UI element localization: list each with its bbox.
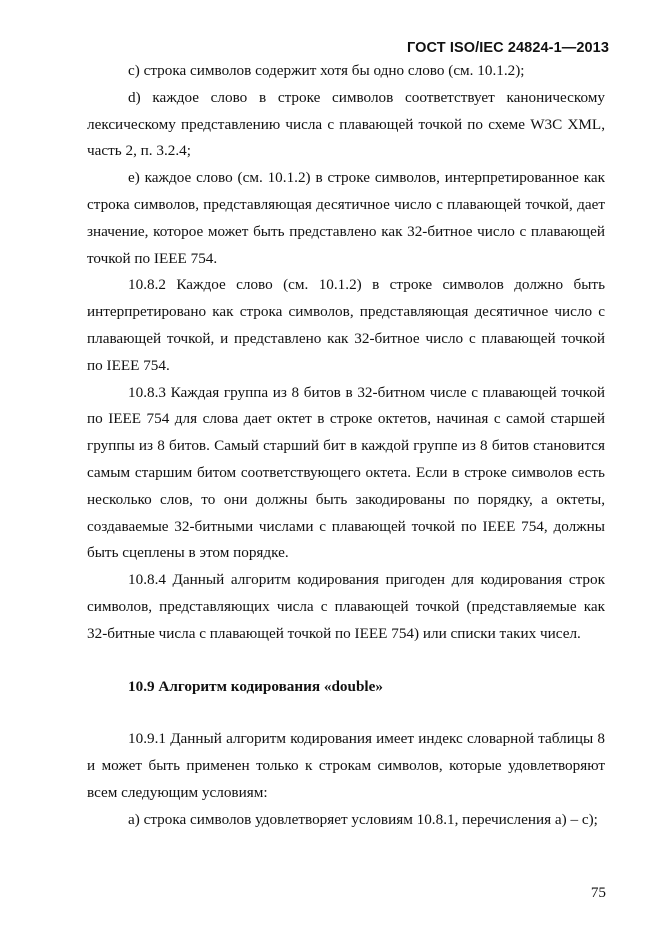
document-body	[87, 58, 605, 834]
paragraph-10-9-1: 10.9.1 Данный алгоритм кодирования имеет индекс словарной таблицы 8 и может быть применен только к строкам символов, которые удовлетворяют всем следующим условиям:	[87, 730, 605, 801]
section-heading-10-9: 10.9 Алгоритм кодирования «double»	[128, 677, 383, 695]
paragraph-10-8-2: 10.8.2 Каждое слово (см. 10.1.2) в строке символов должно быть интерпретировано как строка символов, представляющая десятичное число с плавающей точкой, и представлено как 32-битное число с плавающей точкой по IEEE 754.	[87, 276, 605, 374]
paragraph-list-item-c: с) строка символов содержит хотя бы одно слово (см. 10.1.2);	[128, 62, 525, 79]
paragraph-10-8-4: 10.8.4 Данный алгоритм кодирования пригоден для кодирования строк символов, представляющих числа с плавающей точкой (представляемые как 32-битные числа с плавающей точкой по IEEE 754) или списки таких чисел.	[87, 571, 605, 642]
paragraph-list-item-e: е) каждое слово (см. 10.1.2) в строке символов, интерпретированное как строка символов, представляющая десятичное число с плавающей точкой, дает значение, которое может быть представлено как 32-битное число с плавающей точкой по IEEE 754.	[87, 169, 605, 267]
paragraph-list-item-d: d) каждое слово в строке символов соответствует каноническому лексическому представлению числа с плавающей точкой по схеме W3C XML, часть 2, п. 3.2.4;	[87, 88, 605, 160]
page-number: 75	[590, 884, 606, 901]
paragraph-10-8-3: 10.8.3 Каждая группа из 8 битов в 32-битном числе с плавающей точкой по IEEE 754 для слова дает октет в строке октетов, начиная с самой старшей группы из 8 битов. Самый старший бит в каждой группе из 8 битов становится самым старшим битом соответствующего октета. Если в строке символов есть несколько слов, то они должны быть закодированы по порядку, а октеты, создаваемые 32-битными числами с плавающей точкой по IEEE 754, должны быть сцеплены в этом порядке.	[87, 383, 605, 562]
paragraph-list-item-a: а) строка символов удовлетворяет условиям 10.8.1, перечисления а) – с);	[128, 810, 598, 828]
document-code-header: ГОСТ ISO/IEC 24824-1—2013	[407, 40, 609, 56]
